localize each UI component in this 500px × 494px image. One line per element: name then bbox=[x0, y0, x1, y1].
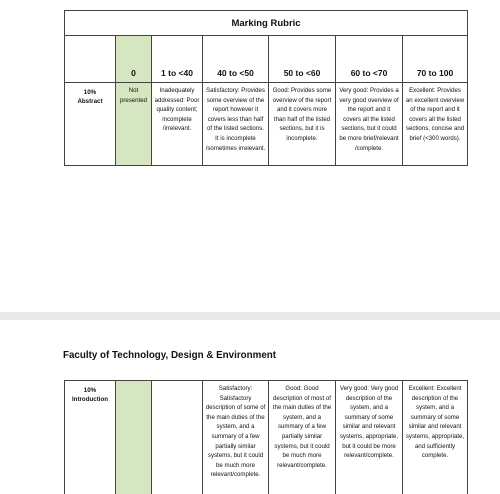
marking-rubric-table bbox=[64, 10, 468, 166]
header-40-50: 40 to <50 bbox=[203, 36, 269, 83]
header-50-60: 50 to <60 bbox=[269, 36, 336, 83]
header-1-40: 1 to <40 bbox=[152, 36, 203, 83]
rubric-title: Marking Rubric bbox=[65, 11, 468, 36]
introduction-weight: 10% bbox=[83, 387, 97, 394]
abstract-cell-70-100: Excellent: Provides an excellent overview of the report and it covers all the listed sections, concise and brief (<300 words). bbox=[403, 83, 468, 166]
introduction-cell-0 bbox=[116, 381, 152, 494]
introduction-rubric-table bbox=[64, 380, 468, 494]
abstract-cell-40-50: Satisfactory: Provides some overview of the report however it covers less than half of the listed sections. It is incomplete /sometimes irrelevant. bbox=[203, 83, 269, 166]
introduction-cell-70-100: Excellent: Excellent description of the system, and a summary of some similar and relevant systems, appropriate, and sufficiently complete. bbox=[403, 381, 468, 494]
introduction-name: Introduction bbox=[71, 396, 109, 403]
abstract-cell-60-70: Very good: Provides a very good overview of the report and it covers all the listed sections, but it could be more brief/relevant /complete. bbox=[336, 83, 403, 166]
introduction-row bbox=[65, 381, 468, 494]
header-60-70: 60 to <70 bbox=[336, 36, 403, 83]
introduction-cell-1-40 bbox=[152, 381, 203, 494]
introduction-cell-50-60: Good: Good description of most of the main duties of the system, and a summary of a few partially similar systems, but it could be much more relevant/complete. bbox=[269, 381, 336, 494]
abstract-weight: 10% bbox=[83, 89, 97, 96]
introduction-cell-40-50: Satisfactory: Satisfactory description of some of the main duties of the system, and a summary of a few partially similar systems, but it could be much more relevant/complete. bbox=[203, 381, 269, 494]
abstract-cell-50-60: Good: Provides some overview of the report and it covers more than half of the listed sections, but it is incomplete. bbox=[269, 83, 336, 166]
header-blank bbox=[65, 36, 116, 83]
header-70-100: 70 to 100 bbox=[403, 36, 468, 83]
faculty-heading: Faculty of Technology, Design & Environment bbox=[63, 350, 277, 361]
abstract-row bbox=[65, 83, 468, 166]
introduction-label bbox=[65, 381, 116, 494]
abstract-label bbox=[65, 83, 116, 166]
header-zero: 0 bbox=[116, 36, 152, 83]
rubric-header-row bbox=[65, 36, 468, 83]
abstract-cell-1-40: Inadequately addressed: Poor quality content; incomplete /irrelevant. bbox=[152, 83, 203, 166]
introduction-cell-60-70: Very good: Very good description of the system, and a summary of some similar and relevant systems, appropriate, but it could be more relevant/complete. bbox=[336, 381, 403, 494]
abstract-cell-0: Not presented bbox=[116, 83, 152, 166]
abstract-name: Abstract bbox=[77, 98, 103, 105]
